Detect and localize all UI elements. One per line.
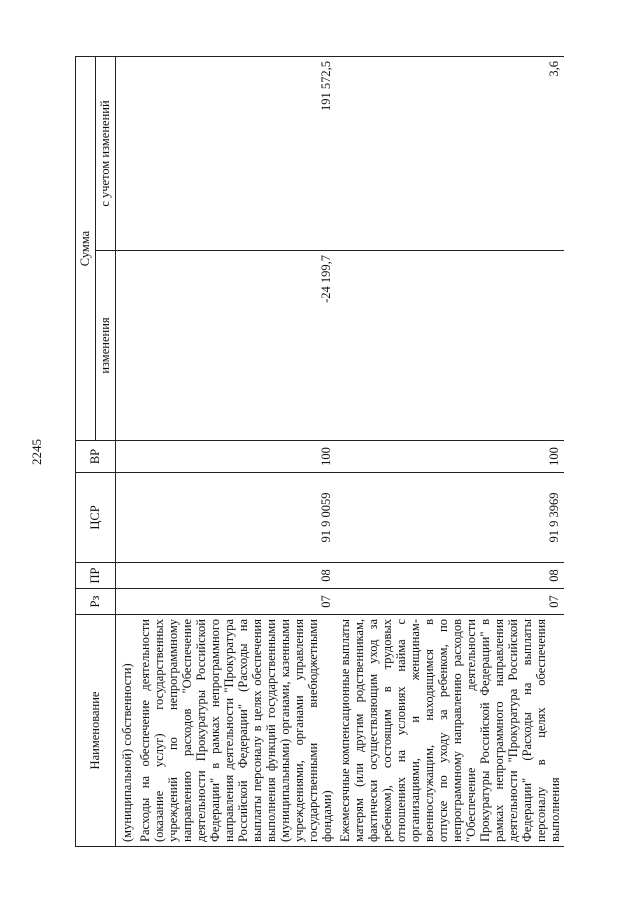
table-row xyxy=(116,57,137,847)
header-pr: ПР xyxy=(76,563,116,589)
row-pr: 08 xyxy=(336,563,564,589)
budget-table-page xyxy=(75,57,575,847)
header-rz: Рз xyxy=(76,589,116,615)
row-name: Расходы на обеспечение деятельности (оказание услуг) государственных учреждений по непрограммному направлению расходов "Обеспечение деятельности Прокуратуры Российской Федерации" в рамках непрограммного направления деятельности "Прокуратура Российской Федерации" (Расходы на выплаты персоналу в целях обеспечения выполнения функций государственными (муниципальными) органами, казенными учреждениями, органами управления государственными внебюджетными фондами) xyxy=(136,615,336,847)
row-rz: 07 xyxy=(136,589,336,615)
row-total xyxy=(116,57,137,251)
header-sum: Сумма xyxy=(76,57,96,441)
row-change xyxy=(116,251,137,441)
row-name: Ежемесячные компенсационные выплаты матерям (или другим родственникам, фактически осуществляющим уход за ребенком), состоящим в трудовых отношениях на условиях найма с организациями, и женщинам-военнослужащим, находящимся в отпуске по уходу за ребенком, по непрограммному направлению расходов "Обеспечение деятельности Прокуратуры Российской Федерации" в рамках непрограммного направления деятельности "Прокуратура Российской Федерации" (Расходы на выплаты персоналу в целях обеспечения выполнения xyxy=(336,615,564,847)
row-change: -24 199,7 xyxy=(136,251,336,441)
row-csr xyxy=(116,473,137,563)
row-vr: 100 xyxy=(336,441,564,473)
header-change: изменения xyxy=(96,251,116,441)
table-row xyxy=(336,57,564,847)
header-vr: ВР xyxy=(76,441,116,473)
row-csr: 91 9 3969 xyxy=(336,473,564,563)
page-number: 2245 xyxy=(29,439,44,465)
header-with-change: с учетом изменений xyxy=(96,57,116,251)
row-vr xyxy=(116,441,137,473)
budget-table xyxy=(75,56,564,847)
row-csr: 91 9 0059 xyxy=(136,473,336,563)
row-total: 191 572,5 xyxy=(136,57,336,251)
row-pr: 08 xyxy=(136,563,336,589)
row-change xyxy=(336,251,564,441)
row-total: 3,6 xyxy=(336,57,564,251)
row-rz: 07 xyxy=(336,589,564,615)
row-pr xyxy=(116,563,137,589)
table-row xyxy=(136,57,336,847)
header-csr: ЦСР xyxy=(76,473,116,563)
row-name: (муниципальной) собственности) xyxy=(116,615,137,847)
header-name: Наименование xyxy=(76,615,116,847)
row-vr: 100 xyxy=(136,441,336,473)
row-rz xyxy=(116,589,137,615)
